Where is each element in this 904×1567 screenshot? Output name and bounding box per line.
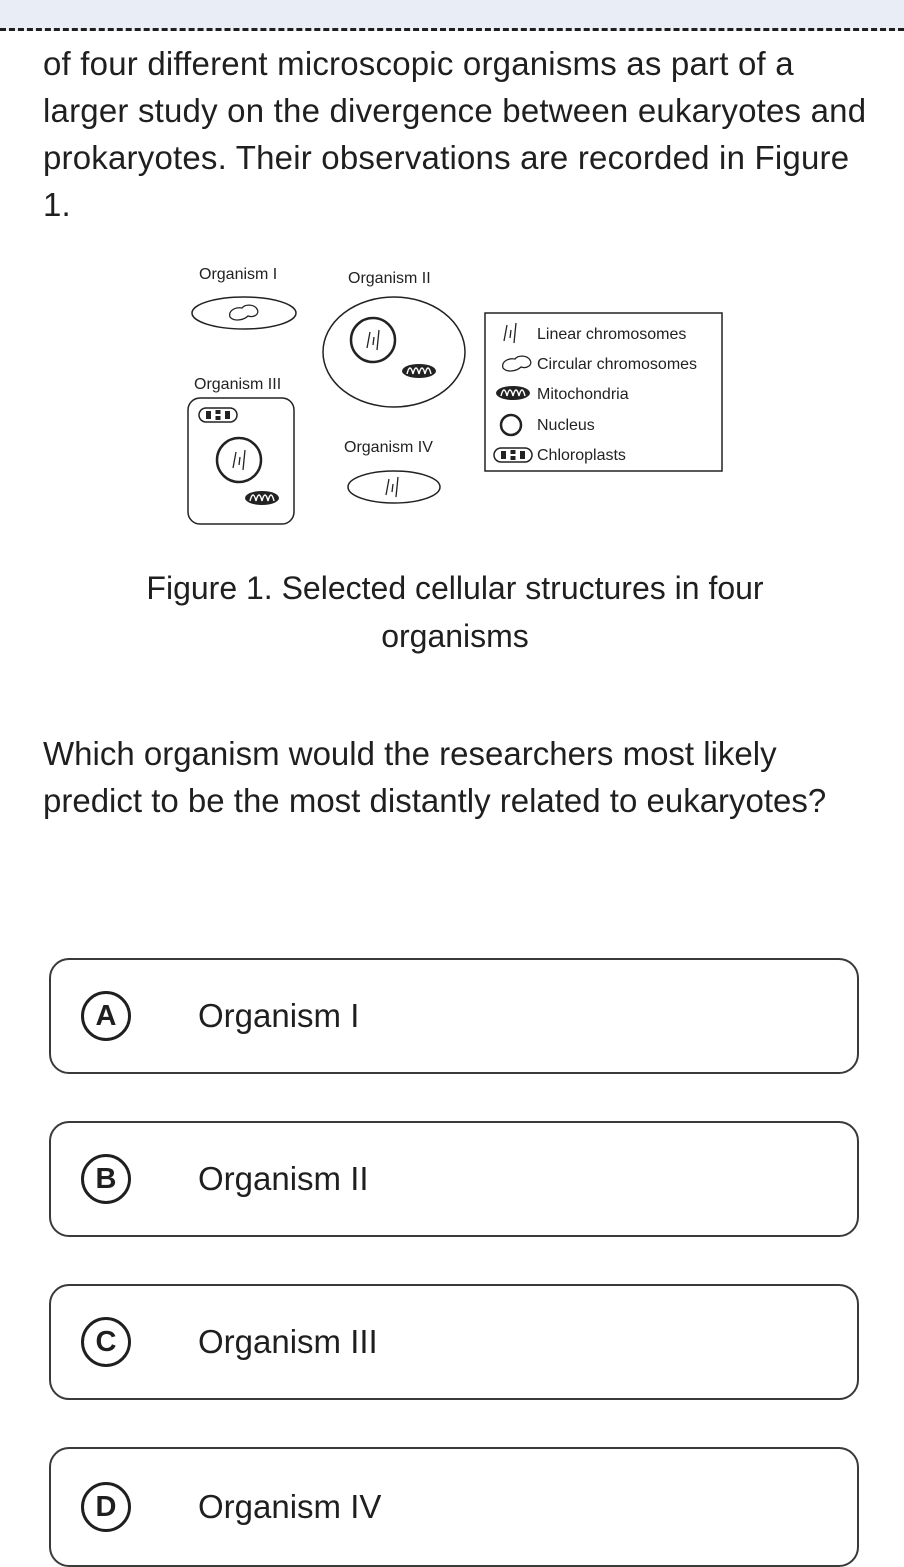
option-d-text: Organism IV: [198, 1488, 382, 1525]
option-c-letter: C: [81, 1317, 131, 1367]
figure-caption: Figure 1. Selected cellular structures in four organisms: [146, 570, 764, 654]
mitochondria-icon: [496, 386, 530, 400]
top-dashed-band: [0, 0, 904, 31]
figure-legend: [485, 313, 722, 471]
legend-nucleus: Nucleus: [537, 417, 595, 434]
legend-linear-chromosomes: Linear chromosomes: [537, 326, 687, 343]
figure-1: [0, 250, 904, 540]
option-d[interactable]: [49, 1447, 859, 1567]
option-b-text: Organism II: [198, 1160, 369, 1197]
option-a-letter: A: [81, 991, 131, 1041]
organism-iii-cell: [188, 398, 294, 524]
chloroplast-icon: [494, 448, 532, 462]
organism-iii-label: Organism III: [194, 376, 282, 393]
option-a[interactable]: [49, 958, 859, 1074]
question-text: Which organism would the researchers most likely predict to be the most distantly related to eukaryotes?: [43, 735, 827, 819]
organism-iv-label: Organism IV: [344, 439, 433, 456]
legend-circular-chromosomes: Circular chromosomes: [537, 356, 698, 373]
option-a-text: Organism I: [198, 997, 360, 1034]
passage-text: of four different microscopic organisms as part of a larger study on the divergence between eukaryotes and prokaryotes. Their observations are recorded in Figure 1.: [43, 45, 867, 223]
organism-iv-cell: [348, 471, 440, 503]
figure-diagram: [0, 250, 904, 540]
option-c-text: Organism III: [198, 1323, 378, 1360]
option-b[interactable]: [49, 1121, 859, 1237]
option-b-letter: B: [81, 1154, 131, 1204]
organism-i-label: Organism I: [199, 266, 278, 283]
legend-mitochondria: Mitochondria: [537, 386, 629, 403]
organism-ii-label: Organism II: [348, 270, 431, 287]
option-d-letter: D: [81, 1482, 131, 1532]
organism-i-cell: [192, 297, 296, 329]
option-c[interactable]: [49, 1284, 859, 1400]
legend-chloroplasts: Chloroplasts: [537, 447, 626, 464]
nucleus-icon: [501, 415, 521, 435]
organism-ii-cell: [323, 297, 465, 407]
